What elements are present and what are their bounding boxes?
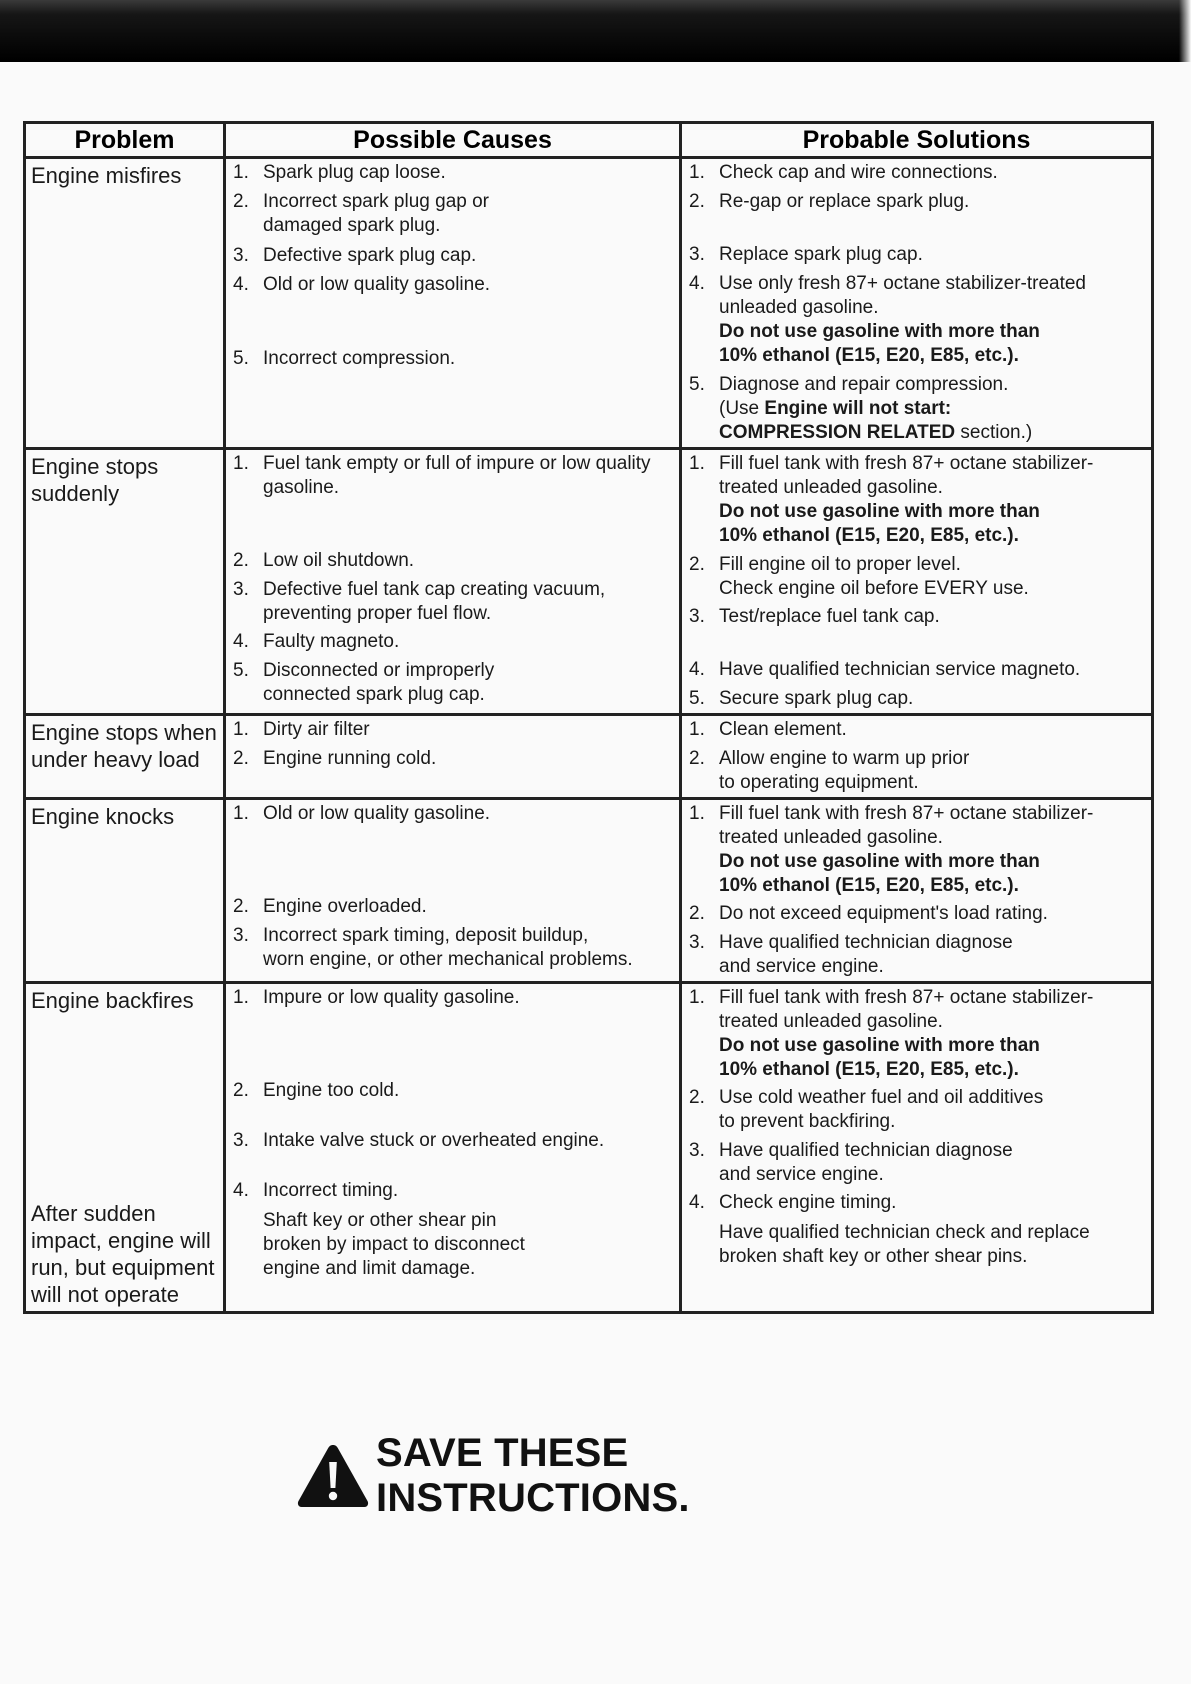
solutions-list — [687, 161, 1145, 445]
list-item — [231, 1129, 673, 1153]
solutions-cell — [681, 715, 1153, 799]
item-text-line: Incorrect timing. — [263, 1180, 399, 1201]
list-item — [231, 549, 673, 573]
list-item — [687, 553, 1145, 601]
item-number: 3. — [689, 606, 705, 627]
item-number: 2. — [689, 1087, 705, 1108]
reference-subsection-name: COMPRESSION RELATED — [719, 422, 956, 443]
item-text-line: Diagnose and repair compression. — [719, 374, 1009, 395]
item-text-line: Shaft key or other shear pin — [263, 1210, 497, 1231]
item-text-line: Intake valve stuck or overheated engine. — [263, 1130, 605, 1151]
list-item — [687, 718, 1145, 742]
causes-cell — [225, 983, 681, 1313]
list-item — [231, 895, 673, 919]
item-number: 3. — [233, 245, 249, 266]
item-number: 2. — [233, 550, 249, 571]
list-item — [231, 578, 673, 626]
section-reference-line — [719, 397, 1145, 421]
item-text-line: Fill fuel tank with fresh 87+ octane stabilizer- — [719, 453, 1094, 474]
list-item — [687, 687, 1145, 711]
item-text-line: Engine running cold. — [263, 748, 437, 769]
item-text-line: Have qualified technician service magneto. — [719, 659, 1081, 680]
list-item — [231, 802, 673, 826]
list-item — [687, 658, 1145, 682]
item-text-line: connected spark plug cap. — [263, 684, 485, 705]
item-number: 1. — [689, 987, 705, 1008]
solutions-list — [687, 452, 1145, 711]
item-text-line: damaged spark plug. — [263, 215, 441, 236]
problem-cell — [25, 983, 225, 1313]
section-reference-line — [719, 421, 1145, 445]
list-item — [231, 244, 673, 268]
header-problem: Problem — [25, 123, 225, 158]
item-number: 5. — [233, 660, 249, 681]
item-text-line: Secure spark plug cap. — [719, 688, 914, 709]
item-number: 2. — [233, 896, 249, 917]
solutions-cell — [681, 983, 1153, 1313]
item-number: 2. — [233, 748, 249, 769]
reference-suffix: section.) — [955, 422, 1033, 443]
item-number: 3. — [689, 244, 705, 265]
item-number: 1. — [689, 453, 705, 474]
list-item — [687, 931, 1145, 979]
causes-cell — [225, 715, 681, 799]
list-item — [231, 659, 673, 707]
problem-text: Engine stops when under heavy load — [31, 720, 217, 772]
item-text-line: Check engine timing. — [719, 1192, 897, 1213]
list-item — [687, 452, 1145, 548]
item-text-line: Incorrect compression. — [263, 348, 456, 369]
causes-list — [231, 802, 673, 972]
item-text-line: broken shaft key or other shear pins. — [719, 1246, 1028, 1267]
list-item — [687, 190, 1145, 214]
table-header-row — [25, 123, 1153, 158]
table-row — [25, 715, 1153, 799]
item-text-line: Re-gap or replace spark plug. — [719, 191, 970, 212]
reference-section-name: Engine will not start: — [764, 398, 952, 419]
item-text-line: treated unleaded gasoline. — [719, 1011, 943, 1032]
table-row — [25, 799, 1153, 983]
item-text-line: Test/replace fuel tank cap. — [719, 606, 940, 627]
header-probable-solutions: Probable Solutions — [681, 123, 1153, 158]
item-number: 2. — [233, 191, 249, 212]
item-number: 4. — [689, 273, 705, 294]
ethanol-warning-line: Do not use gasoline with more than — [719, 321, 1040, 342]
list-item — [231, 190, 673, 238]
solutions-cell — [681, 449, 1153, 715]
problem-text: Engine stops suddenly — [31, 454, 159, 506]
causes-list — [231, 161, 673, 371]
item-text-line: Use only fresh 87+ octane stabilizer-treated — [719, 273, 1087, 294]
save-instructions-notice — [296, 1431, 936, 1520]
list-item — [687, 243, 1145, 267]
item-number: 1. — [233, 719, 249, 740]
item-text-line: Fill engine oil to proper level. — [719, 554, 961, 575]
item-number: 4. — [233, 1180, 249, 1201]
ethanol-warning-line: 10% ethanol (E15, E20, E85, etc.). — [719, 345, 1019, 366]
item-number: 1. — [689, 162, 705, 183]
item-text-line: Replace spark plug cap. — [719, 244, 923, 265]
ethanol-warning-line: 10% ethanol (E15, E20, E85, etc.). — [719, 875, 1019, 896]
item-text-line: Allow engine to warm up prior — [719, 748, 970, 769]
list-item — [687, 272, 1145, 368]
item-number: 3. — [233, 579, 249, 600]
item-text-line: Defective fuel tank cap creating vacuum, — [263, 579, 606, 600]
ethanol-warning-line: Do not use gasoline with more than — [719, 851, 1040, 872]
problem-cell — [25, 799, 225, 983]
item-text-line: Defective spark plug cap. — [263, 245, 477, 266]
item-text-line: Old or low quality gasoline. — [263, 803, 491, 824]
list-item — [687, 161, 1145, 185]
item-number: 4. — [233, 274, 249, 295]
causes-cell — [225, 449, 681, 715]
causes-list — [231, 986, 673, 1281]
item-number: 2. — [689, 748, 705, 769]
list-item — [231, 1179, 673, 1203]
item-text-line: Use cold weather fuel and oil additives — [719, 1087, 1044, 1108]
item-text-line: Fuel tank empty or full of impure or low quality — [263, 453, 651, 474]
list-item — [687, 1086, 1145, 1134]
item-text-line: Do not exceed equipment's load rating. — [719, 903, 1048, 924]
item-text-line: worn engine, or other mechanical problems. — [263, 949, 633, 970]
list-item — [231, 273, 673, 297]
list-item — [687, 986, 1145, 1082]
problem-text: Engine backfires — [31, 988, 194, 1013]
list-item — [687, 1139, 1145, 1187]
item-number: 4. — [233, 631, 249, 652]
item-number: 5. — [689, 688, 705, 709]
ethanol-warning-line: Do not use gasoline with more than — [719, 501, 1040, 522]
item-text-line: preventing proper fuel flow. — [263, 603, 492, 624]
list-item — [687, 1191, 1145, 1215]
problem-cell — [25, 158, 225, 449]
list-item — [231, 1079, 673, 1103]
item-text-line: Fill fuel tank with fresh 87+ octane stabilizer- — [719, 803, 1094, 824]
item-text-line: Disconnected or improperly — [263, 660, 495, 681]
solutions-cell — [681, 158, 1153, 449]
item-number: 3. — [689, 1140, 705, 1161]
list-item — [687, 902, 1145, 926]
item-number: 5. — [233, 348, 249, 369]
causes-list — [231, 452, 673, 707]
item-text-line: unleaded gasoline. — [719, 297, 879, 318]
item-text-line: broken by impact to disconnect — [263, 1234, 525, 1255]
item-text-line: Engine too cold. — [263, 1080, 400, 1101]
ethanol-warning-line: Do not use gasoline with more than — [719, 1035, 1040, 1056]
item-number: 4. — [689, 1192, 705, 1213]
causes-cell — [225, 799, 681, 983]
list-item — [231, 986, 673, 1010]
list-item — [231, 161, 673, 185]
causes-list — [231, 718, 673, 771]
list-item — [231, 747, 673, 771]
item-text-line: Impure or low quality gasoline. — [263, 987, 520, 1008]
problem-cell — [25, 449, 225, 715]
solutions-list — [687, 718, 1145, 795]
item-text-line: Engine overloaded. — [263, 896, 427, 917]
item-number: 2. — [689, 554, 705, 575]
list-item — [687, 373, 1145, 445]
reference-prefix: (Use — [719, 398, 765, 419]
item-text-line: gasoline. — [263, 477, 340, 498]
item-number: 3. — [689, 932, 705, 953]
ethanol-warning-line: 10% ethanol (E15, E20, E85, etc.). — [719, 1059, 1019, 1080]
list-item — [231, 718, 673, 742]
item-text-line: Old or low quality gasoline. — [263, 274, 491, 295]
item-number: 3. — [233, 925, 249, 946]
item-number: 3. — [233, 1130, 249, 1151]
problem-text-secondary: After sudden impact, engine will run, but equipment will not operate — [31, 1201, 215, 1307]
problem-text: Engine knocks — [31, 804, 175, 829]
solutions-cell — [681, 799, 1153, 983]
list-item — [687, 605, 1145, 629]
list-item — [687, 747, 1145, 795]
item-text-line: treated unleaded gasoline. — [719, 827, 943, 848]
item-text-line: Check engine oil before EVERY use. — [719, 578, 1029, 599]
solutions-list — [687, 986, 1145, 1269]
item-text-line: Clean element. — [719, 719, 847, 740]
save-instructions-text: SAVE THESE INSTRUCTIONS. — [376, 1431, 690, 1520]
item-number: 1. — [689, 719, 705, 740]
solutions-list — [687, 802, 1145, 979]
list-item — [687, 802, 1145, 898]
table-row — [25, 158, 1153, 449]
item-text-line: Check cap and wire connections. — [719, 162, 998, 183]
item-number: 1. — [233, 162, 249, 183]
item-number: 1. — [233, 803, 249, 824]
item-text-line: Spark plug cap loose. — [263, 162, 446, 183]
list-item — [231, 924, 673, 972]
item-text-line: and service engine. — [719, 956, 884, 977]
item-text-line: Low oil shutdown. — [263, 550, 415, 571]
item-text-line: Fill fuel tank with fresh 87+ octane stabilizer- — [719, 987, 1094, 1008]
list-item — [231, 630, 673, 654]
item-number: 2. — [689, 903, 705, 924]
warning-triangle-icon — [296, 1442, 370, 1510]
header-bar — [0, 0, 1191, 62]
item-text-line: to operating equipment. — [719, 772, 919, 793]
item-text-line: and service engine. — [719, 1164, 884, 1185]
troubleshooting-table — [23, 121, 1154, 1314]
ethanol-warning-line: 10% ethanol (E15, E20, E85, etc.). — [719, 525, 1019, 546]
list-item — [687, 1221, 1145, 1269]
table-row — [25, 983, 1153, 1313]
item-number: 1. — [233, 453, 249, 474]
item-text-line: Faulty magneto. — [263, 631, 400, 652]
problem-text: Engine misfires — [31, 163, 182, 188]
item-number: 2. — [233, 1080, 249, 1101]
item-text-line: Have qualified technician check and replace — [719, 1222, 1090, 1243]
table-row — [25, 449, 1153, 715]
item-text-line: to prevent backfiring. — [719, 1111, 896, 1132]
item-text-line: Incorrect spark plug gap or — [263, 191, 490, 212]
item-number: 2. — [689, 191, 705, 212]
item-number: 1. — [233, 987, 249, 1008]
problem-cell — [25, 715, 225, 799]
item-text-line: Incorrect spark timing, deposit buildup, — [263, 925, 589, 946]
causes-cell — [225, 158, 681, 449]
item-text-line: engine and limit damage. — [263, 1258, 476, 1279]
item-text-line: Dirty air filter — [263, 719, 370, 740]
item-number: 4. — [689, 659, 705, 680]
header-possible-causes: Possible Causes — [225, 123, 681, 158]
item-number: 1. — [689, 803, 705, 824]
list-item — [231, 1209, 673, 1281]
list-item — [231, 347, 673, 371]
list-item — [231, 452, 673, 500]
item-text-line: Have qualified technician diagnose — [719, 932, 1013, 953]
item-number: 5. — [689, 374, 705, 395]
item-text-line: treated unleaded gasoline. — [719, 477, 943, 498]
item-text-line: Have qualified technician diagnose — [719, 1140, 1013, 1161]
